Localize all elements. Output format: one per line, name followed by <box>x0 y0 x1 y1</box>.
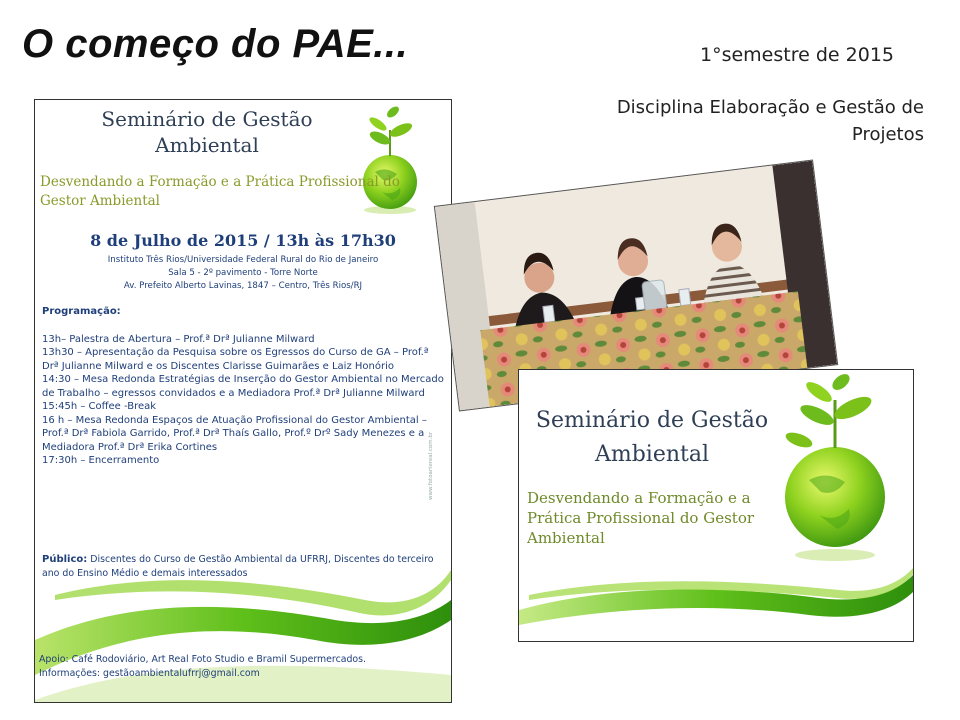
info-email: Informações: gestãoambientalufrrj@gmail.com <box>39 668 260 679</box>
public-label: Público: <box>42 554 88 565</box>
green-swoosh <box>35 570 451 702</box>
card-subtitle-line-1: Desvendando a Formação e a <box>527 489 751 507</box>
card-title <box>527 404 777 472</box>
globe-plant-icon <box>784 371 885 561</box>
slide-title: O começo do PAE... <box>22 22 409 66</box>
support-text: Apoio: Café Rodoviário, Art Real Foto Studio e Bramil Supermercados. <box>39 654 367 665</box>
poster-public <box>42 553 442 580</box>
program-item: 13h30 – Apresentação da Pesquisa sobre os Egressos do Curso de GA – Prof.ª Drª Julianne Milward e os Discentes Clarisse Guimarães e Laiz Honório <box>42 347 429 372</box>
address-line: Instituto Três Rios/Universidade Federal Rural do Rio de Janeiro <box>107 255 379 265</box>
card-subtitle <box>527 488 777 548</box>
card-title-line-1: Seminário de Gestão <box>535 408 769 433</box>
poster-subtitle-line-2: Gestor Ambiental <box>40 193 160 209</box>
green-swoosh <box>519 568 913 625</box>
address-line: Sala 5 - 2º pavimento - Torre Norte <box>168 268 318 278</box>
poster-title-line-2: Ambiental <box>155 133 259 157</box>
poster-program <box>42 305 447 468</box>
card-title-line-2: Ambiental <box>594 442 710 467</box>
poster-address <box>35 254 451 293</box>
poster-footer <box>39 653 369 681</box>
program-item: 15:45h – Coffee -Break <box>42 401 157 412</box>
program-item: 17:30h – Encerramento <box>42 455 160 466</box>
semester-label: 1°semestre de 2015 <box>700 44 894 66</box>
seminar-poster <box>34 99 452 703</box>
card-subtitle-line-3: Ambiental <box>527 529 605 547</box>
poster-date: 8 de Julho de 2015 / 13h às 17h30 <box>90 231 396 250</box>
program-label: Programação: <box>42 306 121 317</box>
discipline-label <box>584 94 924 148</box>
discipline-line-1: Disciplina Elaboração e Gestão de <box>616 97 924 118</box>
public-text: Discentes do Curso de Gestão Ambiental da UFRRJ, Discentes do terceiro ano do Ensino Médio e demais interessados <box>42 554 434 579</box>
program-item: 14:30 – Mesa Redonda Estratégias de Inserção do Gestor Ambiental no Mercado de Trabalho – egressos convidados e a Mediadora Prof.ª Drª Julianne Milward <box>42 374 444 399</box>
discipline-line-2: Projetos <box>851 124 924 145</box>
card-subtitle-line-2: Prática Profissional do Gestor <box>527 509 755 527</box>
poster-subtitle-line-1: Desvendando a Formação e a Prática Profissional do <box>40 174 400 190</box>
program-item: 13h– Palestra de Abertura – Prof.ª Drª Julianne Milward <box>42 333 315 345</box>
side-credit: www.fotoartereal.com.br <box>428 431 434 500</box>
poster-subtitle <box>40 173 420 211</box>
address-line: Av. Prefeito Alberto Lavinas, 1847 – Centro, Três Rios/RJ <box>123 281 363 291</box>
seminar-card <box>518 369 914 642</box>
poster-title-line-1: Seminário de Gestão <box>101 107 313 131</box>
program-item: 16 h – Mesa Redonda Espaços de Atuação Profissional do Gestor Ambiental – Prof.ª Drª Fabiola Garrido, Prof.ª Drª Thaís Gallo, Prof.º Drº Sady Menezes e a Mediadora Prof.ª Drª Erika Cortines <box>42 414 427 453</box>
poster-title <box>57 106 357 158</box>
